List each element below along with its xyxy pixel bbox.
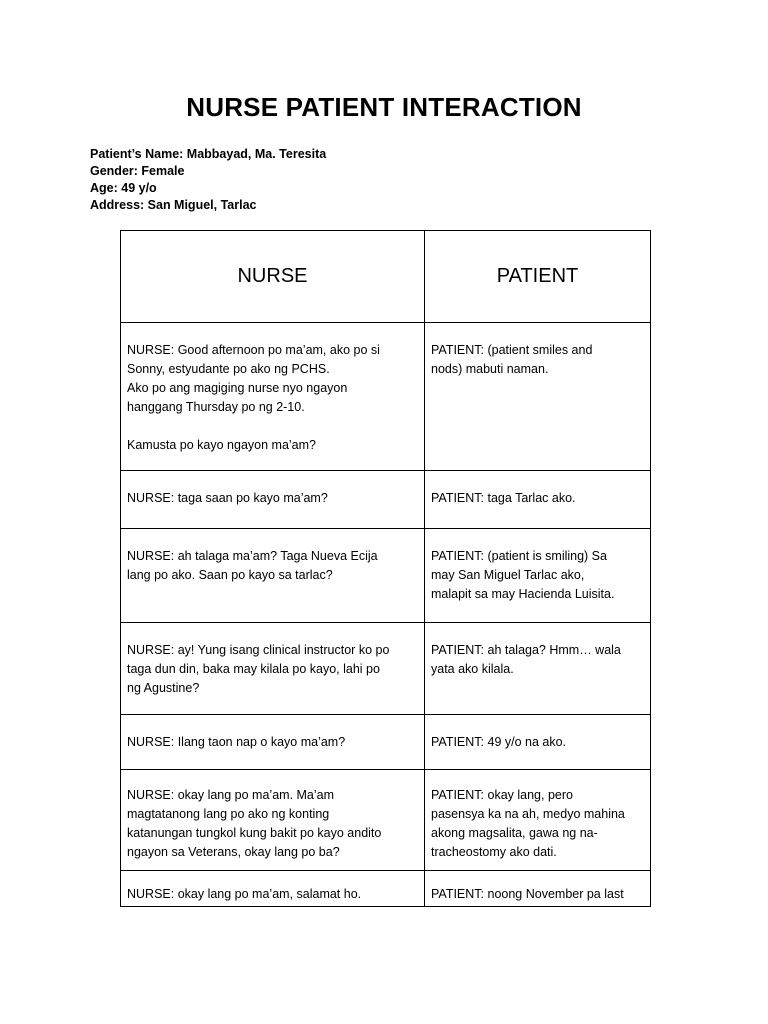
nurse-text: NURSE: Good afternoon po ma’am, ako po si Sonny, estyudante po ako ng PCHS. Ako po ang magiging nurse nyo ngayon hanggang Thursday po ng 2-10. <box>127 343 380 414</box>
table-row <box>121 529 651 623</box>
header-patient: PATIENT <box>425 231 651 323</box>
nurse-text: NURSE: ah talaga ma’am? Taga Nueva Ecija lang po ako. Saan po kayo sa tarlac? <box>127 549 378 582</box>
nurse-text: NURSE: okay lang po ma’am. Ma’am magtatanong lang po ako ng konting katanungan tungkol kung bakit po kayo andito ngayon sa Veterans, okay lang po ba? <box>127 788 382 859</box>
patient-age: Age: 49 y/o <box>90 181 157 195</box>
patient-text: PATIENT: okay lang, pero pasensya ka na ah, medyo mahina akong magsalita, gawa ng na- tracheostomy ako dati. <box>431 788 625 859</box>
patient-text: PATIENT: (patient smiles and nods) mabuti naman. <box>431 343 593 376</box>
nurse-cell <box>121 770 425 871</box>
patient-name: Patient’s Name: Mabbayad, Ma. Teresita <box>90 147 327 161</box>
patient-cell <box>425 471 651 529</box>
table-row <box>121 323 651 471</box>
patient-cell <box>425 529 651 623</box>
nurse-cell <box>121 715 425 770</box>
nurse-cell <box>121 529 425 623</box>
nurse-text: Kamusta po kayo ngayon ma’am? <box>127 438 316 452</box>
nurse-text: NURSE: taga saan po kayo ma’am? <box>127 491 328 505</box>
patient-info <box>90 146 326 214</box>
nurse-text: NURSE: ay! Yung isang clinical instructor ko po taga dun din, baka may kilala po kayo, lahi po ng Agustine? <box>127 643 390 695</box>
table-row <box>121 871 651 907</box>
table-row <box>121 471 651 529</box>
nurse-text: NURSE: okay lang po ma’am, salamat ho. <box>127 887 362 901</box>
interaction-table <box>120 230 651 907</box>
page-title: NURSE PATIENT INTERACTION <box>186 92 582 122</box>
patient-text: PATIENT: (patient is smiling) Sa may San Miguel Tarlac ako, malapit sa may Hacienda Luisita. <box>431 549 615 601</box>
table-row <box>121 715 651 770</box>
patient-cell <box>425 323 651 471</box>
patient-text: PATIENT: 49 y/o na ako. <box>431 735 567 749</box>
patient-text: PATIENT: taga Tarlac ako. <box>431 491 576 505</box>
nurse-cell <box>121 623 425 715</box>
patient-address: Address: San Miguel, Tarlac <box>90 198 257 212</box>
patient-cell <box>425 715 651 770</box>
nurse-cell <box>121 323 425 471</box>
header-nurse: NURSE <box>121 231 425 323</box>
patient-gender: Gender: Female <box>90 164 185 178</box>
patient-cell <box>425 770 651 871</box>
patient-text: PATIENT: noong November pa last <box>431 887 624 901</box>
table-row <box>121 770 651 871</box>
nurse-cell <box>121 471 425 529</box>
patient-text: PATIENT: ah talaga? Hmm… wala yata ako kilala. <box>431 643 621 676</box>
patient-cell <box>425 871 651 907</box>
nurse-cell <box>121 871 425 907</box>
nurse-text: NURSE: Ilang taon nap o kayo ma’am? <box>127 735 346 749</box>
table-row <box>121 623 651 715</box>
patient-cell <box>425 623 651 715</box>
table-header-row <box>121 231 651 323</box>
